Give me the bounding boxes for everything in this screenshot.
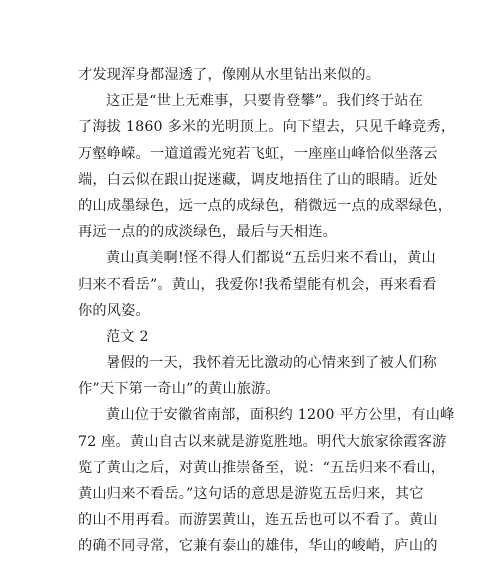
text-line: 黄山归来不看岳。”这句话的意思是游览五岳归来，其它 [78, 486, 424, 502]
text-line: 黄山位于安徽省南部，面积约 1200 平方公里，有山峰 [106, 407, 455, 424]
text-line: 了海拔 1860 多米的光明顶上。向下望去，只见千峰竞秀， [78, 119, 456, 136]
text-line: 再远一点的的成淡绿色，最后与天相连。 [78, 224, 337, 241]
text-line: 端，白云似在跟山捉迷藏，调皮地捂住了山的眼睛。近处 [78, 171, 438, 188]
text-line: 的确不同寻常，它兼有泰山的雄伟，华山的峻峭，庐山的 [78, 538, 438, 555]
text-line: 的山成墨绿色，远一点的成绿色，稍微远一点的成翠绿色， [78, 197, 453, 214]
text-line: 览了黄山之后，对黄山推崇备至，说：“五岳归来不看山， [78, 459, 446, 476]
text-line: 你的风姿。 [78, 302, 150, 319]
text-line: 的山不用再看。而游罢黄山，连五岳也可以不看了。黄山 [78, 512, 438, 529]
document-body [78, 62, 456, 560]
text-line: 黄山真美啊!怪不得人们都说“五岳归来不看山，黄山 [106, 250, 436, 267]
text-line: 万壑峥嵘。一道道霞光宛若飞虹，一座座山峰恰似坐落云 [78, 145, 438, 162]
text-line: 这正是“世上无难事，只要肯登攀”。我们终于站在 [106, 93, 424, 110]
section-heading: 范文 2 [106, 328, 149, 345]
text-line: 归来不看岳”。黄山，我爱你!我希望能有机会，再来看看 [78, 276, 437, 293]
text-line: 暑假的一天，我怀着无比激动的心情来到了被人们称 [106, 355, 437, 372]
text-line: 才发现浑身都湿透了，像刚从水里钻出来似的。 [78, 67, 381, 83]
text-line: 作”天下第一奇山”的黄山旅游。 [78, 381, 280, 398]
text-line: 72 座。黄山自古以来就是游览胜地。明代大旅家徐霞客游 [78, 433, 447, 450]
